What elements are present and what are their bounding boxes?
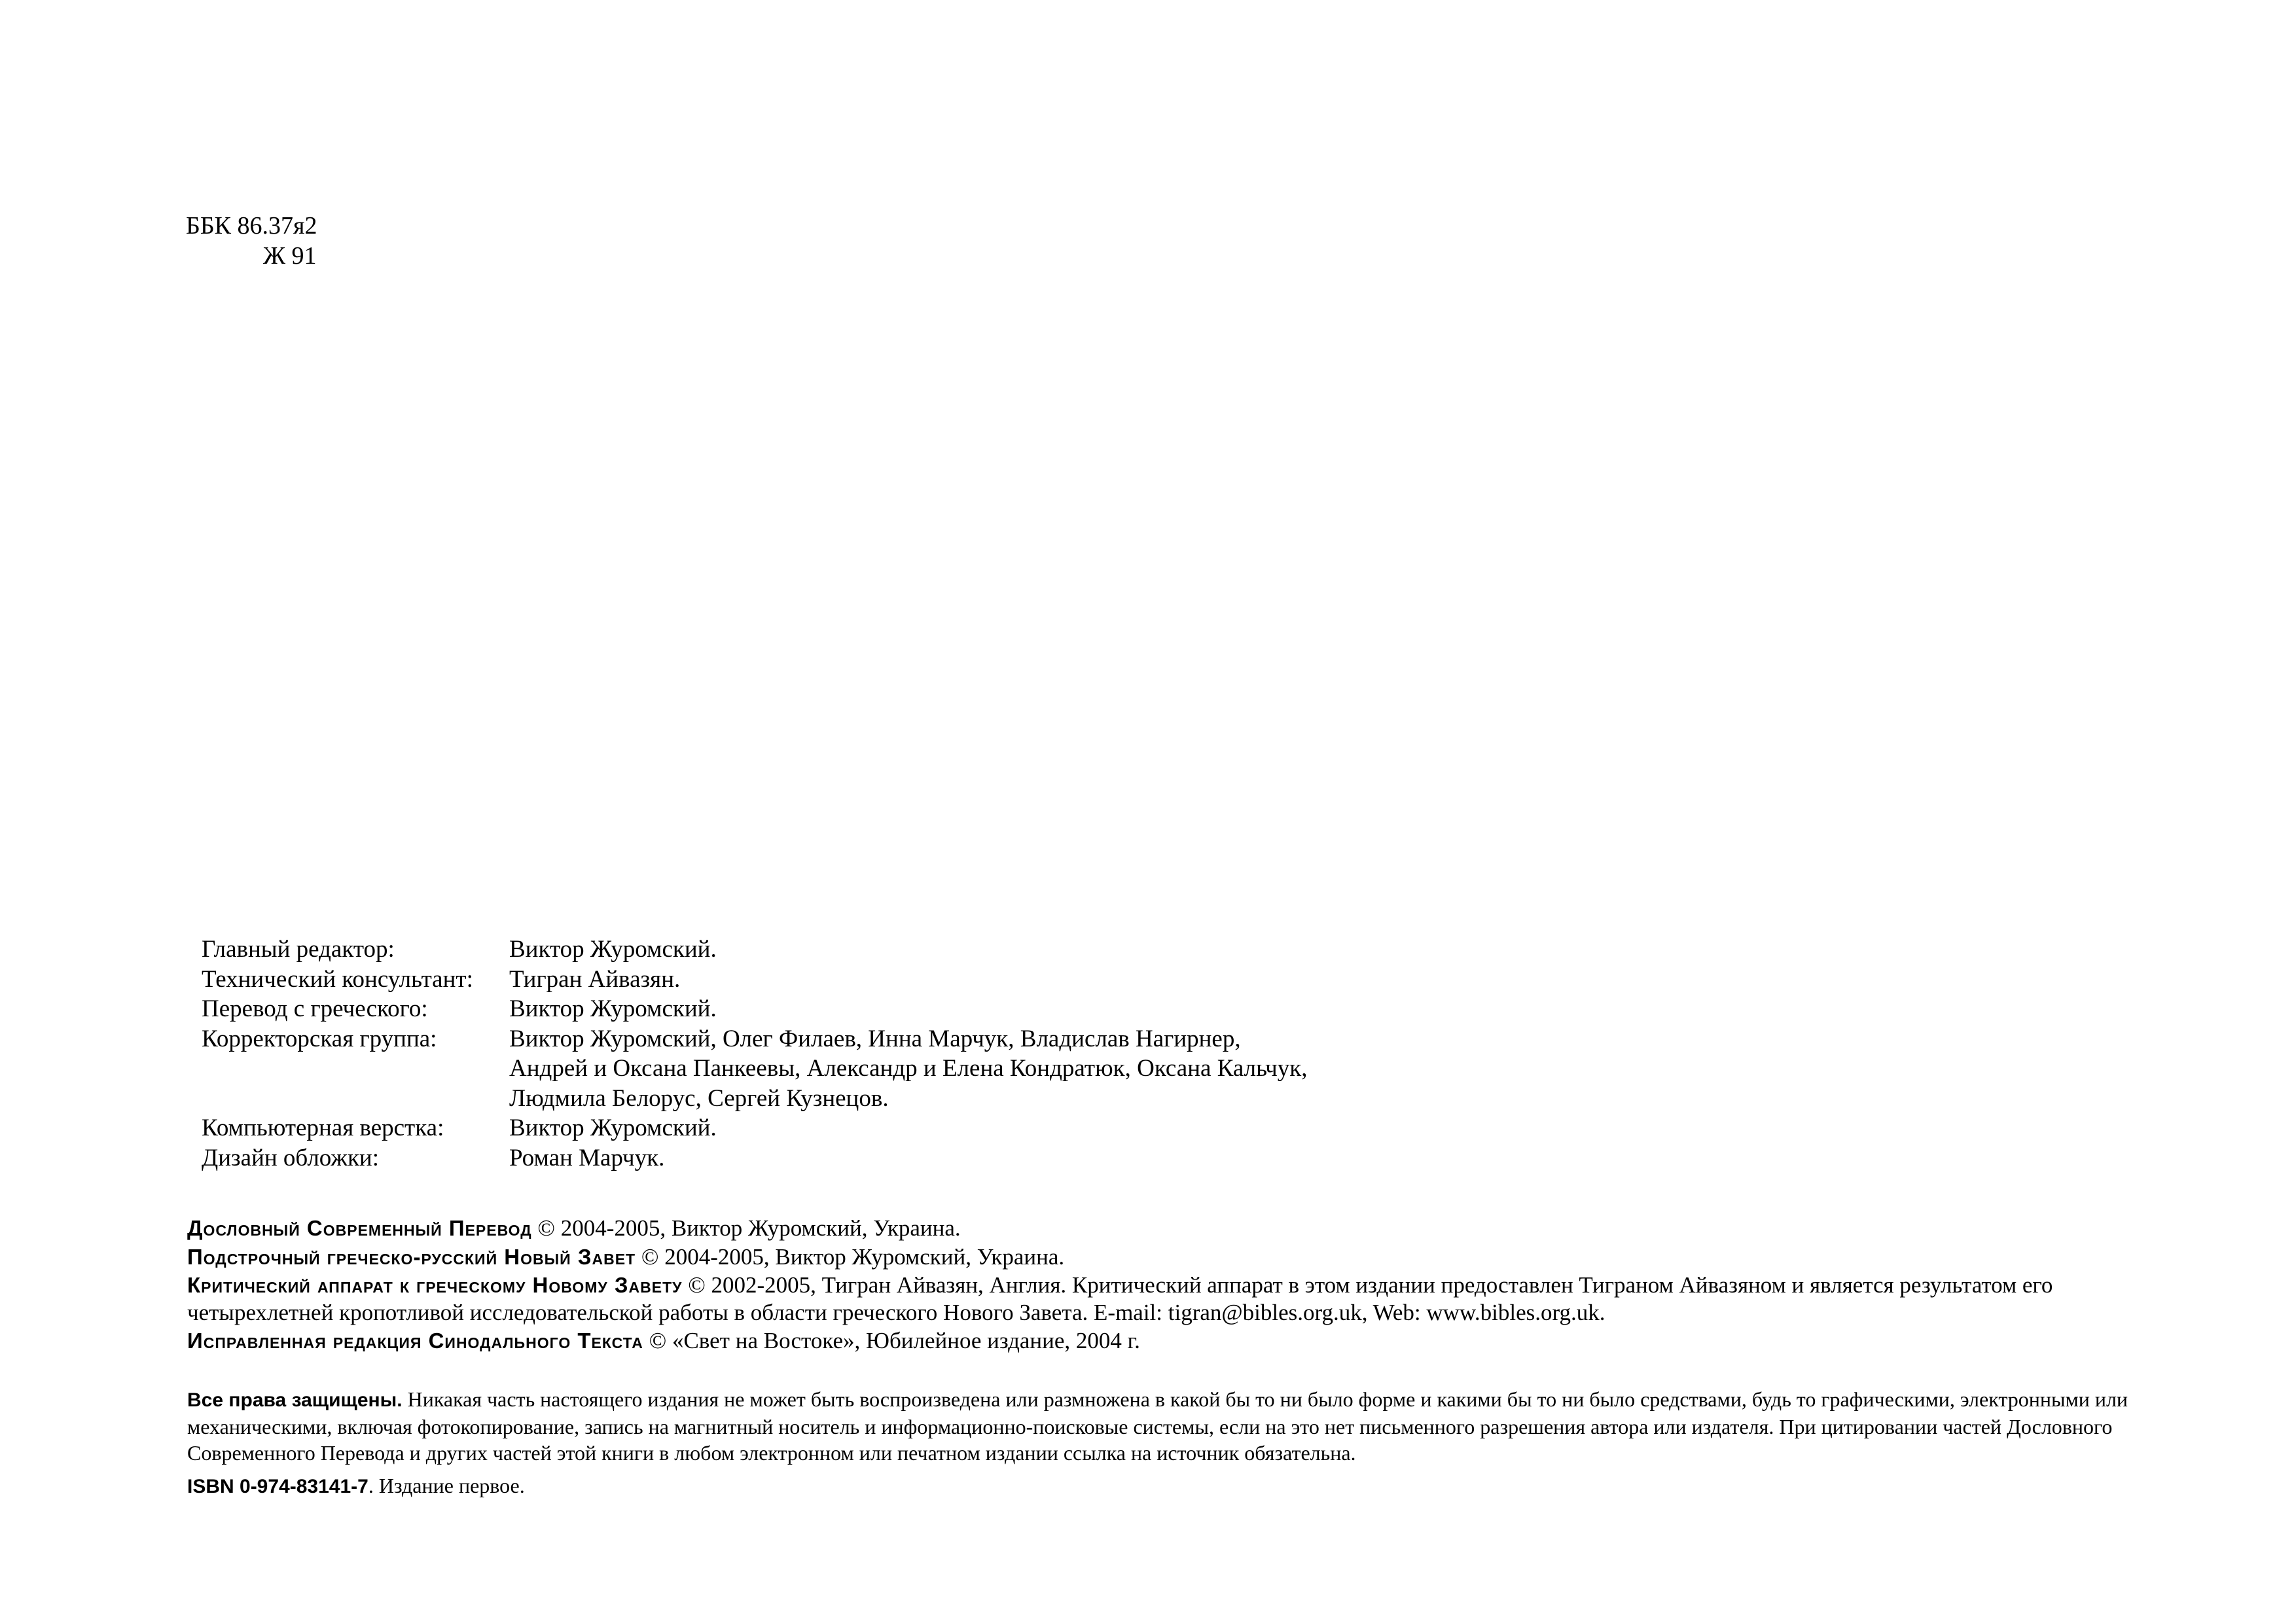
credit-name-line: Виктор Журомский, Олег Филаев, Инна Марчук, Владислав Нагирнер, (509, 1025, 1241, 1052)
author-mark: Ж 91 (263, 242, 317, 270)
credit-name-line: Виктор Журомский. (509, 936, 717, 963)
credit-names (509, 994, 1772, 1024)
credit-role: Корректорская группа: (202, 1025, 437, 1052)
copyright-text: © 2004-2005, Виктор Журомский, Украина. (537, 1215, 961, 1241)
credit-role: Перевод с греческого: (202, 995, 428, 1022)
credit-row (202, 965, 1772, 995)
credit-names (509, 1113, 1772, 1143)
copyright-text: © 2004-2005, Виктор Журомский, Украина. (641, 1243, 1065, 1270)
credit-names (509, 935, 1772, 965)
credit-names (509, 1024, 1772, 1114)
credit-name-line: Виктор Журомский. (509, 1115, 717, 1141)
credit-row (202, 1024, 1772, 1114)
copyright-notice (187, 1272, 2151, 1326)
credit-role: Компьютерная верстка: (202, 1115, 444, 1141)
credit-role: Главный редактор: (202, 936, 395, 963)
credit-role: Технический консультант: (202, 965, 473, 993)
copyright-text: © «Свет на Востоке», Юбилейное издание, 2004 г. (649, 1328, 1140, 1353)
isbn-line (187, 1472, 525, 1500)
work-title: Критический аппарат к греческому Новому Завету (187, 1273, 683, 1297)
copyright-notice (187, 1243, 2151, 1271)
credit-names (509, 965, 1772, 995)
edition-text: . Издание первое. (368, 1474, 525, 1497)
isbn-code: ISBN 0-974-83141-7 (187, 1476, 368, 1497)
copyright-text: © 2002-2005, Тигран Айвазян, Англия. Критический аппарат в этом издании предоставлен Тиграном Айвазяном и является результатом его четырехлетней кропотливой исследовательской работы в области греческого Нового Завета. E-mail: tigran@bibles.org.uk, Web: www.bibles.org.uk. (187, 1272, 2053, 1325)
rights-notice (187, 1386, 2138, 1466)
credit-name-line: Тигран Айвазян. (509, 965, 681, 993)
copyright-notices (187, 1215, 2151, 1356)
bbk-code: ББК 86.37я2 (186, 212, 317, 240)
credit-name-line: Андрей и Оксана Панкеевы, Александр и Елена Кондратюк, Оксана Кальчук, (509, 1055, 1308, 1082)
work-title: Исправленная редакция Синодального Текста (187, 1329, 643, 1353)
credit-names (509, 1143, 1772, 1173)
credit-row (202, 994, 1772, 1024)
copyright-notice (187, 1327, 2151, 1355)
credit-row (202, 935, 1772, 965)
copyright-notice (187, 1215, 2151, 1242)
credit-row (202, 1113, 1772, 1143)
work-title: Дословный Современный Перевод (187, 1216, 532, 1240)
rights-lead: Все права защищены. (187, 1389, 403, 1411)
credits-list (202, 935, 1772, 1173)
credit-name-line: Виктор Журомский. (509, 995, 717, 1022)
credit-role: Дизайн обложки: (202, 1144, 379, 1171)
work-title: Подстрочный греческо-русский Новый Завет (187, 1244, 636, 1269)
credit-name-line: Людмила Белорус, Сергей Кузнецов. (509, 1084, 889, 1112)
rights-text: Никакая часть настоящего издания не может быть воспроизведена или размножена в какой бы то ни было форме и какими бы то ни было средствами, будь то графическими, электронными или механическими, включая фотокопирование, запись на магнитный носитель и информационно-поисковые системы, если на это нет письменного разрешения автора или издателя. При цитировании частей Дословного Современного Перевода и других частей этой книги в любом электронном или печатном издании ссылка на источник обязательна. (187, 1387, 2128, 1465)
bbk-classification (186, 211, 317, 271)
credit-row (202, 1143, 1772, 1173)
credit-name-line: Роман Марчук. (509, 1144, 665, 1171)
